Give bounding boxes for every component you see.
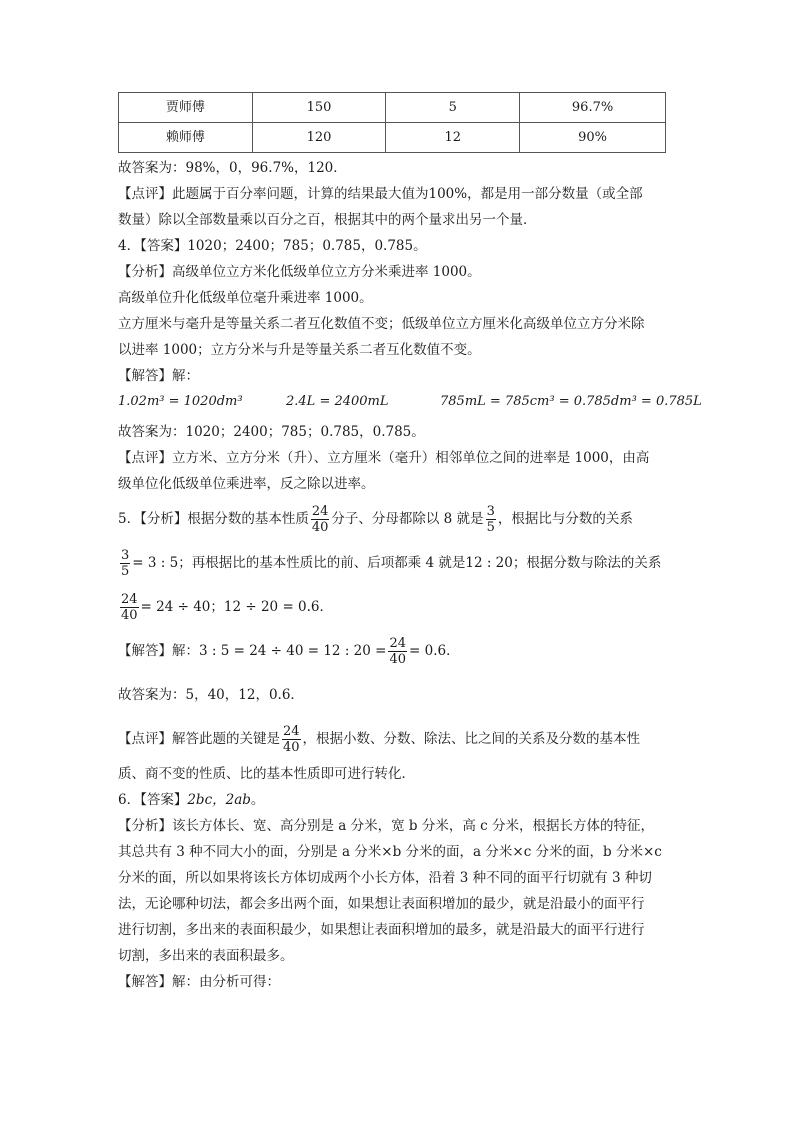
text-segment: 6．【答案】	[118, 792, 188, 808]
fraction-24-40	[311, 504, 330, 535]
table-cell: 赖师傅	[119, 123, 253, 153]
text-segment: = 0.6．	[409, 643, 460, 659]
denominator: 5	[486, 520, 495, 535]
comment-line: 级单位化低级单位乘进率，反之除以进率。	[118, 476, 375, 492]
fraction-24-40	[282, 724, 301, 755]
text-segment: 【解答】解：3 : 5 = 24 ÷ 40 = 12 : 20 =	[118, 643, 387, 659]
analysis-line: 【分析】该长方体长、宽、高分别是 a 分米，宽 b 分米，高 c 分米，根据长方体的特征，	[118, 818, 654, 834]
numerator: 24	[121, 592, 138, 607]
table-cell: 5	[386, 93, 520, 123]
analysis-line: 【分析】高级单位立方米化低级单位立方分米乘进率 1000。	[118, 264, 481, 280]
analysis-line: 其总共有 3 种不同大小的面，分别是 a 分米×b 分米的面，a 分米×c 分米的面，b 分米×c	[118, 844, 662, 860]
solution-heading: 【解答】解：	[118, 368, 199, 384]
question-5-analysis	[118, 497, 666, 541]
answer-line: 故答案为：5，40，12，0.6．	[118, 687, 304, 703]
numerator: 3	[121, 548, 130, 563]
fraction-24-40	[388, 636, 407, 667]
denominator: 40	[283, 740, 300, 755]
answer-line: 故答案为：1020；2400；785；0.785，0.785。	[118, 424, 425, 440]
comment-line: 【点评】此题属于百分率问题，计算的结果最大值为100%，都是用一部分数量（或全部	[118, 186, 643, 202]
text-segment: = 3 : 5；再根据比的基本性质比的前、后项都乘 4 就是12 : 20；根据分数与除法的关系	[132, 555, 662, 571]
text-segment: 【点评】解答此题的关键是	[118, 731, 280, 747]
text-segment: 5．【分析】根据分数的基本性质	[118, 511, 309, 527]
comment-line: 【点评】立方米、立方分米（升）、立方厘米（毫升）相邻单位之间的进率是 1000，由高	[118, 450, 650, 466]
analysis-line: 分米的面，所以如果将该长方体切成两个小长方体，沿着 3 种不同的面平行切就有 3 种切	[118, 870, 652, 886]
denominator: 5	[121, 564, 130, 579]
numerator: 3	[486, 504, 495, 519]
equation-3: 785mL = 785cm³ = 0.785dm³ = 0.785L	[440, 394, 702, 409]
analysis-line: 立方厘米与毫升是等量关系二者互化数值不变；低级单位立方厘米化高级单位立方分米除	[118, 316, 645, 332]
fraction-3-5	[120, 548, 130, 579]
comment-line	[118, 717, 666, 761]
fraction-3-5	[486, 504, 496, 535]
answer-line: 故答案为：98%，0，96.7%，120．	[118, 160, 347, 176]
table-cell: 贾师傅	[119, 93, 253, 123]
question-5-solution	[118, 629, 666, 673]
text-segment: 分子、分母都除以 8 就是	[331, 511, 484, 527]
numerator: 24	[311, 504, 329, 519]
table-cell: 96.7%	[520, 93, 666, 123]
table-row	[119, 123, 666, 153]
comment-line: 数量）除以全部数量乘以百分之百，根据其中的两个量求出另一个量．	[118, 212, 537, 228]
table-row	[119, 93, 666, 123]
equation-1: 1.02m³ = 1020dm³	[118, 394, 243, 409]
question-4-answer: 4．【答案】1020；2400；785；0.785，0.785。	[118, 238, 427, 254]
worker-table	[118, 92, 666, 153]
text-segment: = 24 ÷ 40；12 ÷ 20 = 0.6．	[140, 599, 334, 615]
analysis-line: 高级单位升化低级单位毫升乘进率 1000。	[118, 290, 373, 306]
numerator: 24	[389, 636, 406, 651]
text-segment: 。	[250, 792, 265, 808]
denominator: 40	[389, 652, 406, 667]
equation-row	[118, 389, 702, 419]
denominator: 40	[311, 520, 329, 535]
text-segment: ，根据小数、分数、除法、比之间的关系及分数的基本性	[302, 731, 641, 747]
numerator: 24	[283, 724, 300, 739]
table-cell: 120	[252, 123, 386, 153]
table-cell: 12	[386, 123, 520, 153]
answer-expression: 2bc，2ab	[187, 792, 251, 808]
analysis-line: 以进率 1000；立方分米与升是等量关系二者互化数值不变。	[118, 342, 481, 358]
analysis-line: 进行切割，多出来的表面积最少，如果想让表面积增加的最多，就是沿最大的面平行进行	[118, 922, 645, 938]
question-5-analysis	[118, 585, 666, 629]
table-cell: 150	[252, 93, 386, 123]
comment-line: 质、商不变的性质、比的基本性质即可进行转化．	[118, 766, 415, 782]
table-cell: 90%	[520, 123, 666, 153]
analysis-line: 法，无论哪种切法，都会多出两个面，如果想让表面积增加的最少，就是沿最小的面平行	[118, 896, 645, 912]
equation-2: 2.4L = 2400mL	[286, 394, 389, 409]
question-5-analysis	[118, 541, 666, 585]
question-6-answer	[118, 787, 666, 813]
solution-heading: 【解答】解：由分析可得：	[118, 974, 280, 990]
fraction-24-40	[120, 592, 139, 623]
analysis-line: 切割，多出来的表面积最多。	[118, 948, 294, 964]
denominator: 40	[121, 608, 138, 623]
document-page	[118, 92, 702, 995]
text-segment: ，根据比与分数的关系	[497, 511, 633, 527]
